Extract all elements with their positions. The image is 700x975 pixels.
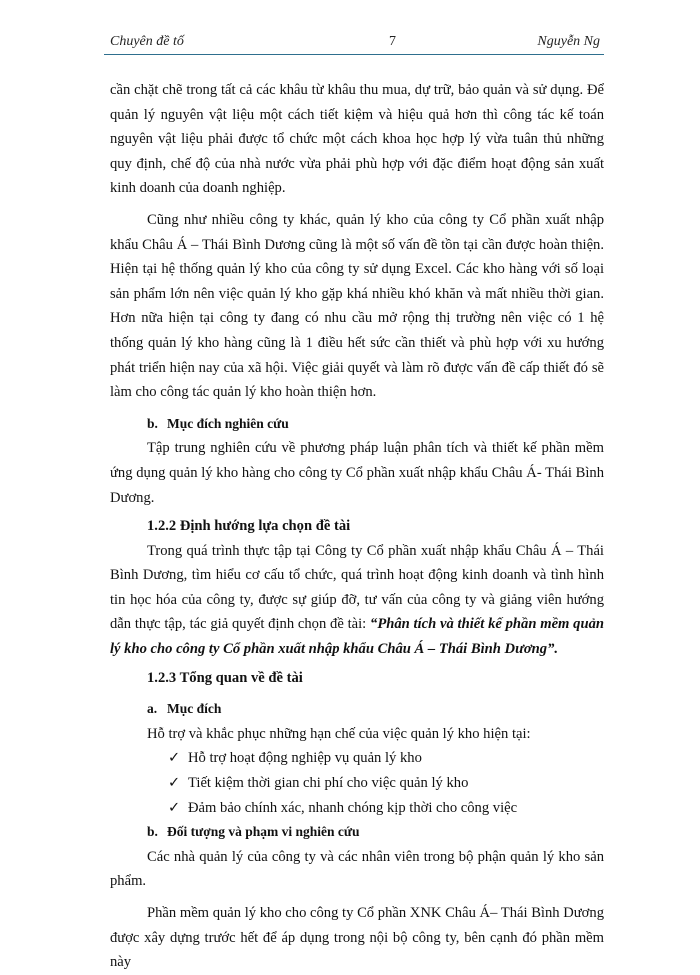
paragraph-nguyen-vat-lieu: cần chặt chẽ trong tất cả các khâu từ khâu thu mua, dự trữ, bảo quản và sử dụng. Để quản lý nguyên vật liệu một cách tiết kiệm và hiệu quả hơn thì công tác kế toán nguyên vật liệu phải được tổ chức một cách khoa học hợp lý vừa tuân thủ những quy định, chế độ của nhà nước vừa phải phù hợp với đặc điểm hoạt động sản xuất kinh doanh của doanh nghiệp. <box>110 82 604 197</box>
thesis-title: “Phân tích và thiết kế phần mềm quản lý kho cho công ty Cổ phần xuất nhập khẩu Châu Á – Thái Bình Dương”. <box>110 616 605 658</box>
paragraph-dinh-huong <box>110 539 604 662</box>
subheading-muc-dich <box>110 697 604 722</box>
header-left-text: Chuyên đề tố <box>110 34 184 49</box>
subheading-title: Đối tượng và phạm vi nghiên cứu <box>167 824 360 840</box>
checklist-item: ✓ Tiết kiệm thời gian chi phí cho việc quản lý kho <box>168 771 604 796</box>
checkmark-icon: ✓ <box>168 775 181 792</box>
subheading-title: Mục đích nghiên cứu <box>167 415 289 431</box>
checklist-item: ✓ Đảm bảo chính xác, nhanh chóng kịp thời cho công việc <box>168 796 604 821</box>
page-header <box>104 30 604 55</box>
subheading-muc-dich-nghien-cuu <box>110 412 604 437</box>
paragraph-pham-vi: Phần mềm quản lý kho cho công ty Cổ phần XNK Châu Á– Thái Bình Dương được xây dựng trước hết để áp dụng trong nội bộ công ty, bên cạnh đó phần mềm này <box>110 905 604 971</box>
header-right-text: Nguyễn Ng <box>537 34 600 49</box>
subheading-title: Mục đích <box>167 701 222 717</box>
subheading-marker: b. <box>147 824 158 840</box>
page-body <box>110 78 604 975</box>
paragraph-dinh-huong-text: Trong quá trình thực tập tại Công ty Cổ phần xuất nhập khẩu Châu Á – Thái Bình Dương, tìm hiểu cơ cấu tổ chức, quá trình hoạt động kinh doanh và tình hình tin học hóa của công ty, được sự giúp đỡ, tư vấn của công ty và giảng viên hướng dẫn thực tập, tác giả quyết định chọn đề tài: <box>110 542 604 633</box>
paragraph-muc-dich-nghien-cuu: Tập trung nghiên cứu về phương pháp luận phân tích và thiết kế phần mềm ứng dụng quản lý kho hàng cho công ty Cổ phần xuất nhập khẩu Châu Á- Thái Bình Dương. <box>110 440 604 506</box>
paragraph-doi-tuong: Các nhà quản lý của công ty và các nhân viên trong bộ phận quản lý kho sản phẩm. <box>110 848 604 890</box>
checklist-item: ✓ Hỗ trợ hoạt động nghiệp vụ quản lý kho <box>168 746 604 771</box>
page-number: 7 <box>389 34 396 49</box>
subheading-marker: b. <box>147 415 158 431</box>
section-heading-1-2-3: 1.2.3 Tổng quan về đề tài <box>147 669 303 686</box>
subheading-marker: a. <box>147 701 158 717</box>
checklist <box>110 746 604 820</box>
checkmark-icon: ✓ <box>168 750 181 767</box>
checkmark-icon: ✓ <box>168 799 181 816</box>
section-heading-1-2-2: 1.2.2 Định hướng lựa chọn đề tài <box>147 518 351 535</box>
subheading-doi-tuong <box>110 820 604 845</box>
paragraph-muc-dich: Hỗ trợ và khắc phục những hạn chế của việc quản lý kho hiện tại: <box>147 725 531 742</box>
paragraph-quan-ly-kho: Cũng như nhiều công ty khác, quản lý kho của công ty Cổ phần xuất nhập khẩu Châu Á – Thái Bình Dương cũng là một số vấn đề tồn tại cần được hoàn thiện. Hiện tại hệ thống quản lý kho của công ty sử dụng Excel. Các kho hàng với số loại sản phẩm lớn nên việc quản lý kho gặp khá nhiều khó khăn và mất nhiều thời gian. Hơn nữa hiện tại công ty đang có nhu cầu mở rộng thị trường nên việc có 1 hệ thống quản lý kho hàng cũng là 1 điều hết sức cần thiết và phù hợp với xu hướng phát triển hiện nay của xã hội. Việc giải quyết và làm rõ được vấn đề cấp thiết đó sẽ làm cho công tác quản lý kho hoàn thiện hơn. <box>110 211 604 401</box>
